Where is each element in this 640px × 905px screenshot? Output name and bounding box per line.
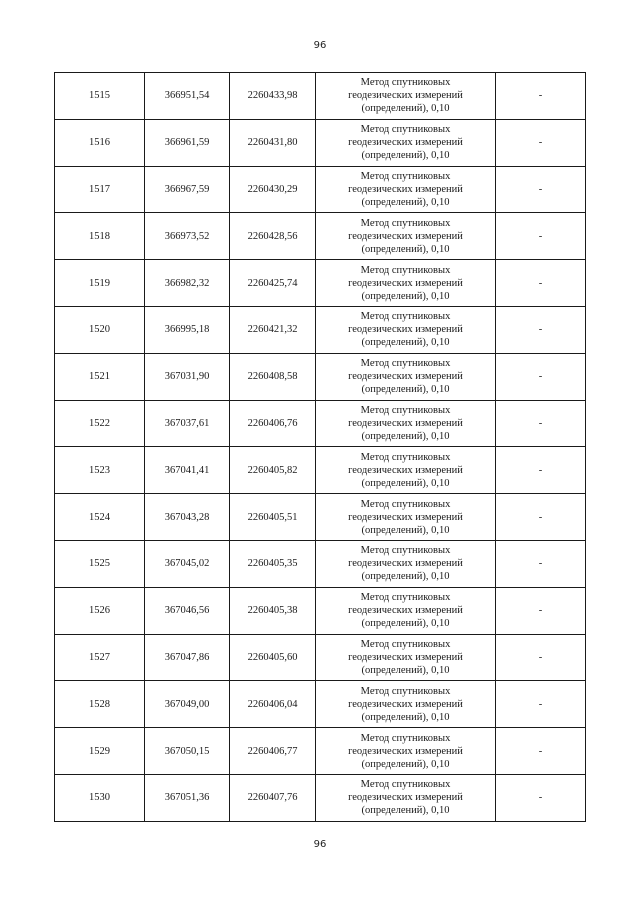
- method-line: (определений), 0,10: [361, 384, 450, 396]
- method-cell: [316, 213, 496, 260]
- method-line: (определений), 0,10: [361, 477, 450, 489]
- method-cell: [316, 353, 496, 400]
- method-line: Метод спутниковых: [360, 264, 451, 276]
- method-line: Метод спутниковых: [360, 638, 451, 650]
- table-row: [55, 119, 586, 166]
- x-coordinate-cell: 367049,00: [145, 681, 230, 728]
- method-line: Метод спутниковых: [360, 124, 451, 136]
- method-cell: [316, 681, 496, 728]
- method-line: геодезических измерений: [348, 464, 463, 476]
- point-number-cell: 1520: [55, 306, 145, 353]
- y-coordinate-cell: 2260406,77: [230, 728, 316, 775]
- method-line: (определений), 0,10: [361, 150, 450, 162]
- note-cell: -: [496, 681, 586, 728]
- point-number-cell: 1516: [55, 119, 145, 166]
- method-line: Метод спутниковых: [360, 545, 451, 557]
- method-line: Метод спутниковых: [360, 451, 451, 463]
- y-coordinate-cell: 2260433,98: [230, 73, 316, 120]
- method-line: геодезических измерений: [348, 605, 463, 617]
- x-coordinate-cell: 367041,41: [145, 447, 230, 494]
- y-coordinate-cell: 2260430,29: [230, 166, 316, 213]
- method-line: Метод спутниковых: [360, 685, 451, 697]
- method-cell: [316, 540, 496, 587]
- method-line: геодезических измерений: [348, 183, 463, 195]
- method-line: (определений), 0,10: [361, 805, 450, 817]
- method-line: (определений), 0,10: [361, 196, 450, 208]
- point-number-cell: 1526: [55, 587, 145, 634]
- method-line: геодезических измерений: [348, 792, 463, 804]
- method-line: геодезических измерений: [348, 558, 463, 570]
- note-cell: -: [496, 353, 586, 400]
- x-coordinate-cell: 367031,90: [145, 353, 230, 400]
- point-number-cell: 1517: [55, 166, 145, 213]
- method-line: (определений), 0,10: [361, 290, 450, 302]
- method-line: Метод спутниковых: [360, 358, 451, 370]
- y-coordinate-cell: 2260408,58: [230, 353, 316, 400]
- x-coordinate-cell: 366995,18: [145, 306, 230, 353]
- method-line: геодезических измерений: [348, 417, 463, 429]
- method-line: геодезических измерений: [348, 230, 463, 242]
- note-cell: -: [496, 260, 586, 307]
- x-coordinate-cell: 366951,54: [145, 73, 230, 120]
- table-row: [55, 447, 586, 494]
- method-cell: [316, 260, 496, 307]
- method-line: (определений), 0,10: [361, 243, 450, 255]
- table-row: [55, 587, 586, 634]
- point-number-cell: 1528: [55, 681, 145, 728]
- method-cell: [316, 634, 496, 681]
- point-number-cell: 1524: [55, 494, 145, 541]
- x-coordinate-cell: 366961,59: [145, 119, 230, 166]
- method-line: Метод спутниковых: [360, 77, 451, 89]
- table-row: [55, 213, 586, 260]
- method-line: геодезических измерений: [348, 277, 463, 289]
- method-cell: [316, 73, 496, 120]
- point-number-cell: 1525: [55, 540, 145, 587]
- note-cell: -: [496, 306, 586, 353]
- note-cell: -: [496, 213, 586, 260]
- x-coordinate-cell: 367043,28: [145, 494, 230, 541]
- note-cell: -: [496, 540, 586, 587]
- page-number-bottom: 96: [313, 839, 327, 850]
- note-cell: -: [496, 447, 586, 494]
- y-coordinate-cell: 2260405,38: [230, 587, 316, 634]
- y-coordinate-cell: 2260425,74: [230, 260, 316, 307]
- method-line: геодезических измерений: [348, 137, 463, 149]
- page-number-top: 96: [313, 40, 327, 51]
- point-number-cell: 1521: [55, 353, 145, 400]
- x-coordinate-cell: 366973,52: [145, 213, 230, 260]
- method-cell: [316, 774, 496, 821]
- method-cell: [316, 306, 496, 353]
- method-line: (определений), 0,10: [361, 337, 450, 349]
- y-coordinate-cell: 2260407,76: [230, 774, 316, 821]
- table-row: [55, 634, 586, 681]
- method-line: (определений), 0,10: [361, 664, 450, 676]
- method-line: геодезических измерений: [348, 371, 463, 383]
- method-cell: [316, 728, 496, 775]
- coordinates-table: [54, 72, 586, 822]
- x-coordinate-cell: 367047,86: [145, 634, 230, 681]
- table-row: [55, 73, 586, 120]
- x-coordinate-cell: 367050,15: [145, 728, 230, 775]
- method-cell: [316, 447, 496, 494]
- method-line: (определений), 0,10: [361, 524, 450, 536]
- table-row: [55, 166, 586, 213]
- method-line: (определений), 0,10: [361, 571, 450, 583]
- method-line: Метод спутниковых: [360, 779, 451, 791]
- x-coordinate-cell: 367045,02: [145, 540, 230, 587]
- x-coordinate-cell: 367037,61: [145, 400, 230, 447]
- note-cell: -: [496, 494, 586, 541]
- table-row: [55, 774, 586, 821]
- table-row: [55, 306, 586, 353]
- note-cell: -: [496, 119, 586, 166]
- method-line: Метод спутниковых: [360, 217, 451, 229]
- y-coordinate-cell: 2260406,04: [230, 681, 316, 728]
- method-line: (определений), 0,10: [361, 618, 450, 630]
- y-coordinate-cell: 2260405,35: [230, 540, 316, 587]
- method-line: (определений), 0,10: [361, 758, 450, 770]
- method-line: геодезических измерений: [348, 745, 463, 757]
- method-cell: [316, 494, 496, 541]
- method-line: геодезических измерений: [348, 651, 463, 663]
- method-line: (определений), 0,10: [361, 103, 450, 115]
- method-line: Метод спутниковых: [360, 311, 451, 323]
- table-row: [55, 681, 586, 728]
- y-coordinate-cell: 2260421,32: [230, 306, 316, 353]
- note-cell: -: [496, 587, 586, 634]
- point-number-cell: 1515: [55, 73, 145, 120]
- point-number-cell: 1523: [55, 447, 145, 494]
- method-line: (определений), 0,10: [361, 430, 450, 442]
- coordinates-table-body: [55, 73, 586, 822]
- method-cell: [316, 166, 496, 213]
- method-cell: [316, 119, 496, 166]
- method-cell: [316, 587, 496, 634]
- table-row: [55, 494, 586, 541]
- method-line: Метод спутниковых: [360, 498, 451, 510]
- y-coordinate-cell: 2260428,56: [230, 213, 316, 260]
- table-row: [55, 728, 586, 775]
- method-line: геодезических измерений: [348, 698, 463, 710]
- point-number-cell: 1527: [55, 634, 145, 681]
- method-line: Метод спутниковых: [360, 592, 451, 604]
- point-number-cell: 1530: [55, 774, 145, 821]
- point-number-cell: 1519: [55, 260, 145, 307]
- note-cell: -: [496, 73, 586, 120]
- x-coordinate-cell: 366982,32: [145, 260, 230, 307]
- y-coordinate-cell: 2260431,80: [230, 119, 316, 166]
- method-line: Метод спутниковых: [360, 404, 451, 416]
- point-number-cell: 1522: [55, 400, 145, 447]
- method-line: геодезических измерений: [348, 324, 463, 336]
- method-line: геодезических измерений: [348, 90, 463, 102]
- method-line: (определений), 0,10: [361, 711, 450, 723]
- method-line: Метод спутниковых: [360, 732, 451, 744]
- table-row: [55, 353, 586, 400]
- note-cell: -: [496, 728, 586, 775]
- method-cell: [316, 400, 496, 447]
- x-coordinate-cell: 367046,56: [145, 587, 230, 634]
- table-row: [55, 400, 586, 447]
- note-cell: -: [496, 400, 586, 447]
- note-cell: -: [496, 774, 586, 821]
- x-coordinate-cell: 366967,59: [145, 166, 230, 213]
- method-line: Метод спутниковых: [360, 170, 451, 182]
- table-row: [55, 540, 586, 587]
- note-cell: -: [496, 634, 586, 681]
- x-coordinate-cell: 367051,36: [145, 774, 230, 821]
- y-coordinate-cell: 2260405,82: [230, 447, 316, 494]
- y-coordinate-cell: 2260405,60: [230, 634, 316, 681]
- y-coordinate-cell: 2260406,76: [230, 400, 316, 447]
- table-row: [55, 260, 586, 307]
- method-line: геодезических измерений: [348, 511, 463, 523]
- point-number-cell: 1518: [55, 213, 145, 260]
- note-cell: -: [496, 166, 586, 213]
- point-number-cell: 1529: [55, 728, 145, 775]
- y-coordinate-cell: 2260405,51: [230, 494, 316, 541]
